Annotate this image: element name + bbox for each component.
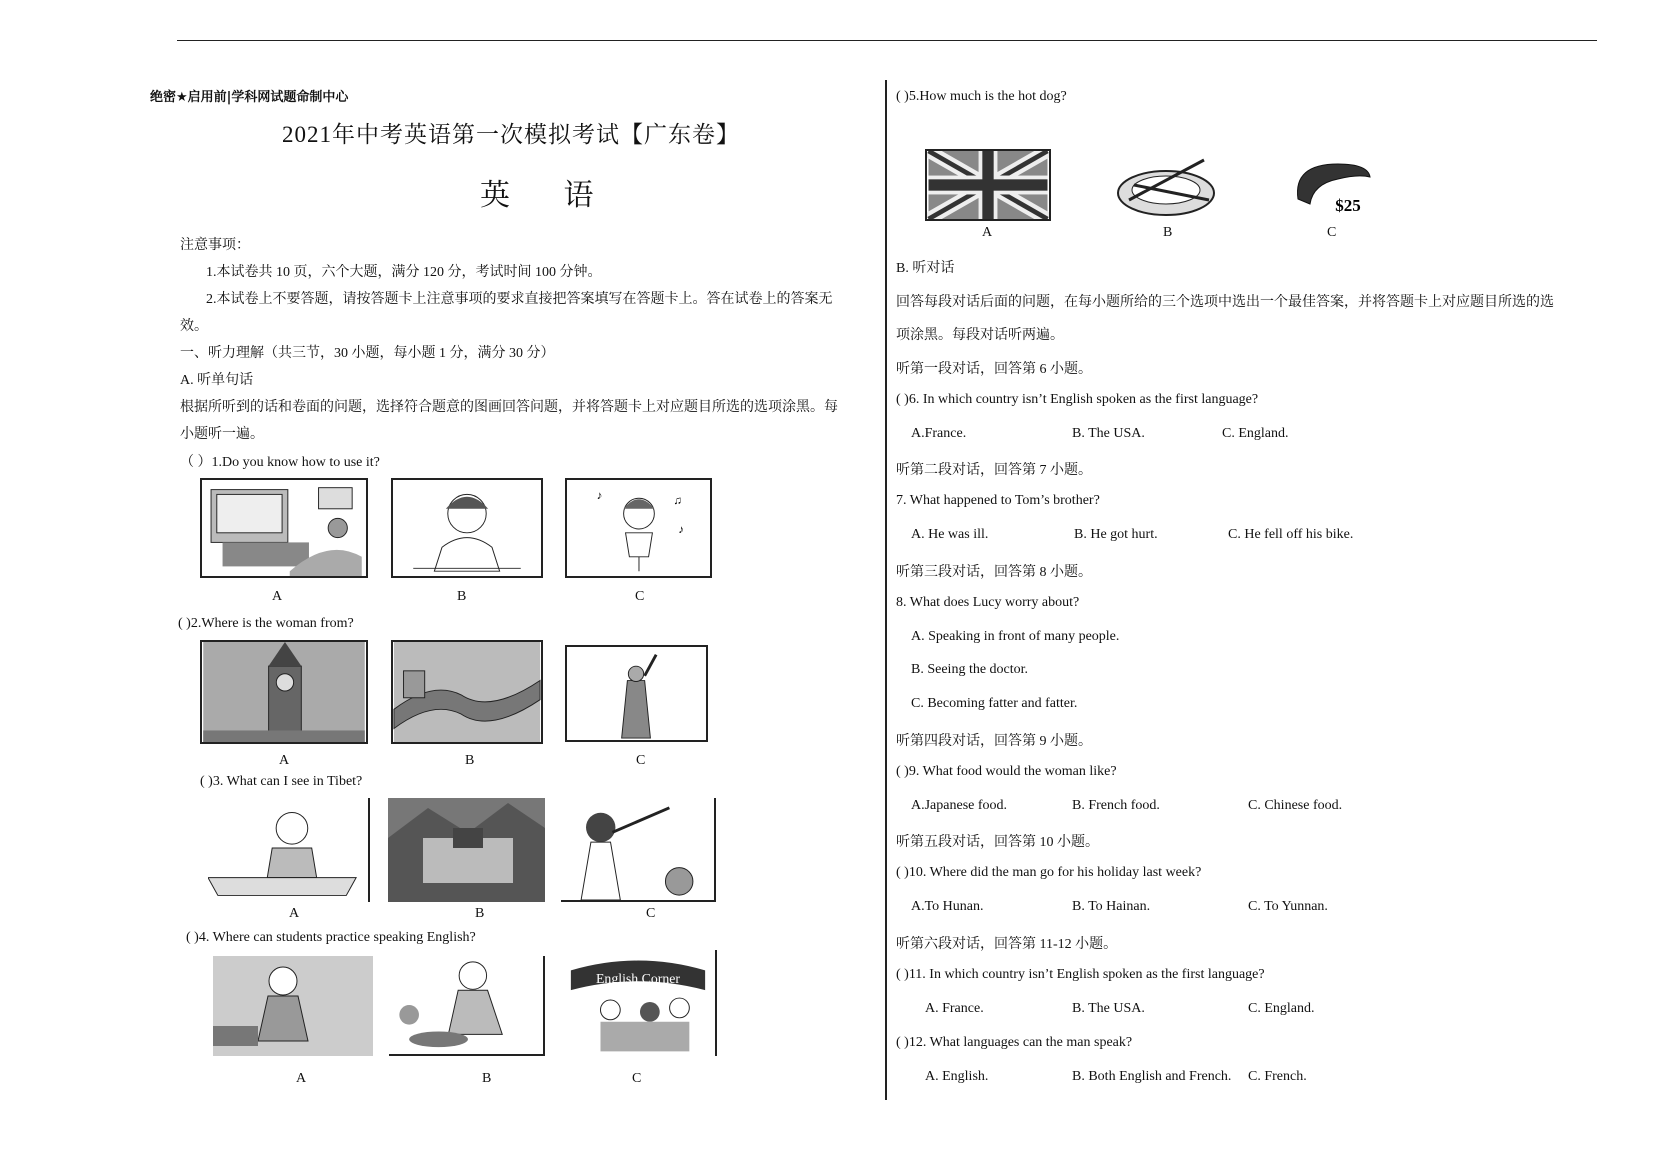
option-b-label: B: [465, 753, 475, 768]
question-2: ( )2.Where is the woman from?: [178, 616, 354, 631]
q12-option-a[interactable]: A. English.: [925, 1069, 989, 1084]
dialogue-1-intro: 听第一段对话，回答第 6 小题。: [896, 362, 1092, 377]
girl-music-icon[interactable]: [565, 478, 712, 578]
q8-option-a[interactable]: A. Speaking in front of many people.: [911, 629, 1120, 644]
q11-option-b[interactable]: B. The USA.: [1072, 1001, 1145, 1016]
boy-studying-icon[interactable]: [208, 798, 370, 902]
q9-option-b[interactable]: B. French food.: [1072, 798, 1160, 813]
question-12: ( )12. What languages can the man speak?: [896, 1035, 1133, 1050]
tv-icon[interactable]: [200, 478, 368, 578]
top-rule: [177, 40, 1597, 41]
section-b-title: B. 听对话: [896, 261, 955, 276]
plate-icon[interactable]: [1114, 155, 1218, 220]
question-1: （ ）1.Do you know how to use it?: [180, 455, 380, 470]
q10-option-c[interactable]: C. To Yunnan.: [1248, 899, 1328, 914]
svg-text:♪: ♪: [678, 523, 685, 536]
dialogue-3-intro: 听第三段对话，回答第 8 小题。: [896, 565, 1092, 580]
q9-option-c[interactable]: C. Chinese food.: [1248, 798, 1343, 813]
secret-label: 绝密★启用前|学科网试题命制中心: [150, 90, 349, 105]
section-a-title: A. 听单句话: [180, 373, 254, 388]
dialogue-4-intro: 听第四段对话，回答第 9 小题。: [896, 734, 1092, 749]
girl-writing-icon[interactable]: [391, 478, 543, 578]
q7-option-b[interactable]: B. He got hurt.: [1074, 527, 1158, 542]
q6-option-c[interactable]: C. England.: [1222, 426, 1289, 441]
question-6: ( )6. In which country isn’t English spoken as the first language?: [896, 392, 1259, 407]
dialogue-5-intro: 听第五段对话，回答第 10 小题。: [896, 835, 1099, 850]
option-c-label: C: [635, 589, 645, 604]
statue-of-liberty-icon[interactable]: [565, 645, 708, 742]
exam-title: 2021年中考英语第一次模拟考试【广东卷】: [282, 122, 740, 147]
option-b-label: B: [482, 1071, 492, 1086]
question-11: ( )11. In which country isn’t English spoken as the first language?: [896, 967, 1265, 982]
question-3: ( )3. What can I see in Tibet?: [200, 774, 363, 789]
option-a-label: A: [289, 906, 300, 921]
option-b-label: B: [1163, 225, 1173, 240]
question-9: ( )9. What food would the woman like?: [896, 764, 1117, 779]
sausage-icon[interactable]: [1288, 149, 1376, 221]
option-a-label: A: [982, 225, 993, 240]
option-c-label: C: [636, 753, 646, 768]
option-b-label: B: [475, 906, 485, 921]
q12-option-c[interactable]: C. French.: [1248, 1069, 1307, 1084]
dialogue-2-intro: 听第二段对话，回答第 7 小题。: [896, 463, 1092, 478]
q9-option-a[interactable]: A.Japanese food.: [911, 798, 1008, 813]
girl-reading-icon[interactable]: [213, 956, 373, 1056]
option-a-label: A: [296, 1071, 307, 1086]
option-c-label: C: [632, 1071, 642, 1086]
notice-item-1: 1.本试卷共 10 页，六个大题，满分 120 分，考试时间 100 分钟。: [206, 265, 602, 280]
q8-option-b[interactable]: B. Seeing the doctor.: [911, 662, 1029, 677]
q11-option-c[interactable]: C. England.: [1248, 1001, 1315, 1016]
english-corner-icon[interactable]: [561, 950, 717, 1056]
question-10: ( )10. Where did the man go for his holiday last week?: [896, 865, 1202, 880]
q7-option-a[interactable]: A. He was ill.: [911, 527, 989, 542]
option-a-label: A: [279, 753, 290, 768]
q7-option-c[interactable]: C. He fell off his bike.: [1228, 527, 1354, 542]
question-4: ( )4. Where can students practice speaking English?: [186, 930, 476, 945]
q10-option-b[interactable]: B. To Hainan.: [1072, 899, 1151, 914]
dialogue-6-intro: 听第六段对话，回答第 11-12 小题。: [896, 937, 1118, 952]
great-wall-icon[interactable]: [391, 640, 543, 744]
question-7: 7. What happened to Tom’s brother?: [896, 493, 1100, 508]
section-a-instructions-cont: 小题听一遍。: [180, 427, 264, 442]
english-corner-sign: English Corner: [595, 971, 681, 987]
notice-heading: 注意事项：: [180, 238, 250, 253]
subject-title: 英 语: [480, 178, 616, 213]
option-a-label: A: [272, 589, 283, 604]
q8-option-c[interactable]: C. Becoming fatter and fatter.: [911, 696, 1078, 711]
section-b-instructions-cont: 项涂黑。每段对话听两遍。: [896, 328, 1064, 343]
q12-option-b[interactable]: B. Both English and French.: [1072, 1069, 1232, 1084]
section-a-instructions: 根据所听到的话和卷面的问题，选择符合题意的图画回答问题，并将答题卡上对应题目所选的选项涂黑。每: [180, 400, 838, 415]
uk-flag-icon[interactable]: [925, 149, 1051, 221]
column-divider: [885, 80, 887, 1100]
question-8: 8. What does Lucy worry about?: [896, 595, 1080, 610]
option-b-label: B: [457, 589, 467, 604]
big-ben-icon[interactable]: [200, 640, 368, 744]
option-c-label: C: [646, 906, 656, 921]
price-tag: $25: [1335, 196, 1361, 215]
potala-palace-icon[interactable]: [388, 798, 545, 902]
svg-text:♫: ♫: [673, 495, 683, 507]
svg-text:♪: ♪: [596, 490, 603, 503]
q6-option-a[interactable]: A.France.: [911, 426, 967, 441]
question-5: ( )5.How much is the hot dog?: [896, 89, 1067, 104]
part1-heading: 一、听力理解（共三节，30 小题，每小题 1 分，满分 30 分）: [180, 346, 555, 361]
q10-option-a[interactable]: A.To Hunan.: [911, 899, 984, 914]
notice-item-2: 2.本试卷上不要答题，请按答题卡上注意事项的要求直接把答案填写在答题卡上。答在试卷上的答案无: [206, 292, 833, 307]
q11-option-a[interactable]: A. France.: [925, 1001, 984, 1016]
q6-option-b[interactable]: B. The USA.: [1072, 426, 1145, 441]
section-b-instructions: 回答每段对话后面的问题，在每小题所给的三个选项中选出一个最佳答案，并将答题卡上对应题目所选的选: [896, 295, 1554, 310]
woman-cooking-icon[interactable]: [389, 956, 545, 1056]
option-c-label: C: [1327, 225, 1337, 240]
singer-icon[interactable]: [561, 798, 716, 902]
notice-item-2-cont: 效。: [180, 319, 208, 334]
